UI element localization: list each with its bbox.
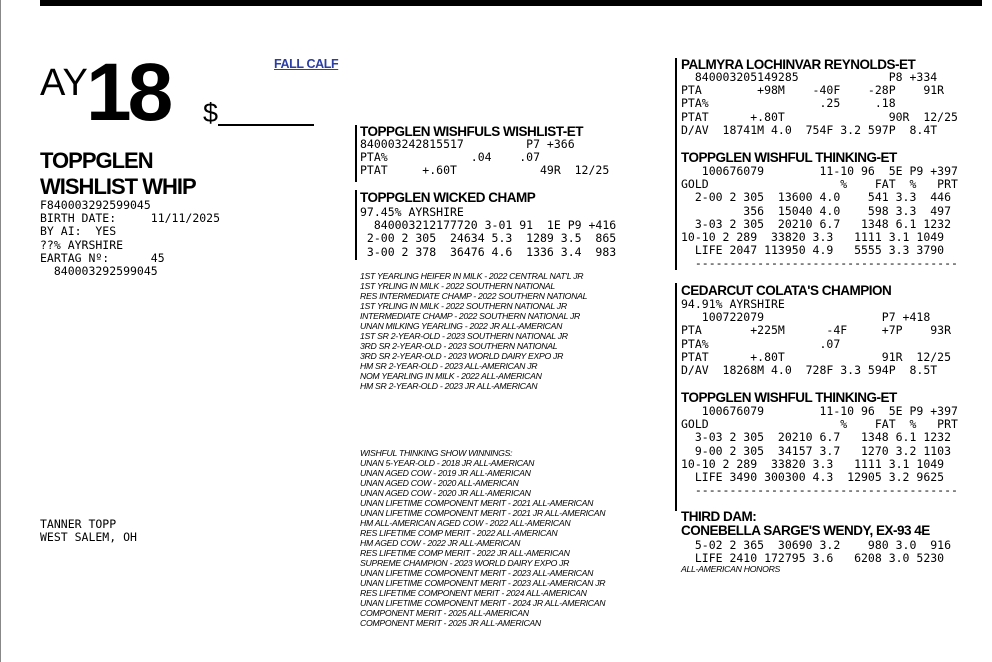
honor-line: COMPONENT MERIT - 2025 ALL-AMERICAN [360,608,529,618]
dam-side-bracket [675,283,677,511]
wishful-honors-list [360,448,605,628]
page-border [0,0,1,662]
honor-line: UNAN LIFETIME COMPONENT MERIT - 2023 ALL-AMERICAN [360,568,594,578]
honor-line: 1ST SR 2-YEAR-OLD - 2023 SOUTHERN NATIONAL JR [360,331,568,341]
honor-line: UNAN AGED COW - 2019 JR ALL-AMERICAN [360,468,531,478]
honor-line: SUPREME CHAMPION - 2023 WORLD DAIRY EXPO JR [360,558,570,568]
honor-line: 3RD SR 2-YEAR-OLD - 2023 WORLD DAIRY EXPO JR [360,351,564,361]
dam-of-dam-name: TOPPGLEN WISHFUL THINKING-ET [681,390,897,405]
price-symbol: $ [203,98,219,128]
owner-info: TANNER TOPP WEST SALEM, OH [40,517,137,545]
honor-line: NOM YEARLING IN MILK - 2022 ALL-AMERICAN [360,371,542,381]
honor-line: 1ST YRLING IN MILK - 2022 SOUTHERN NATIONAL JR [360,301,567,311]
honor-line: INTERMEDIATE CHAMP - 2022 SOUTHERN NATIONAL JR [360,311,580,321]
honor-line: UNAN MILKING YEARLING - 2022 JR ALL-AMERICAN [360,321,563,331]
honor-line: RES INTERMEDIATE CHAMP - 2022 SOUTHERN NATIONAL [360,291,588,301]
sire-name: TOPPGLEN WISHFULS WISHLIST-ET [360,124,584,139]
third-dam-info: 5-02 2 365 30690 3.2 980 3.0 916 LIFE 2410 172795 3.6 6208 3.0 5230 [694,538,952,566]
honor-line: UNAN AGED COW - 2020 ALL-AMERICAN [360,478,519,488]
honor-line: 1ST YRLING IN MILK - 2022 SOUTHERN NATIONAL [360,281,555,291]
dam-name: TOPPGLEN WICKED CHAMP [360,190,536,205]
dam-of-sire-info: 100676079 11-10 96 5E P9 +397 GOLD % FAT % PRT 2-00 2 305 13600 4.0 541 3.3 446 356 15040 4.0 598 3.3 497 3-03 2 305 20210 6.7 1348 6.1 1232 10-10 2 289 33820 3.3 1111 3.1 1049 LIFE 2047 113950 4.9 5555 3.3 3790 -------------------------------------- [681,164,958,271]
honor-line: 3RD SR 2-YEAR-OLD - 2023 SOUTHERN NATIONAL [360,341,558,351]
honor-line: UNAN LIFETIME COMPONENT MERIT - 2024 JR ALL-AMERICAN [360,598,606,608]
sire-of-sire-info: 840003205149285 P8 +334 PTA +98M -40F -28P 91R PTA% .25 .18 PTAT +.80T 90R 12/25 D/AV 18741M 4.0 754F 3.2 597P 8.4T [681,70,958,137]
dam-bracket [355,190,357,260]
sire-info: 840003242815517 P7 +366 PTA% .04 .07 PTAT +.60T 49R 12/25 [360,137,610,178]
honor-line: HM SR 2-YEAR-OLD - 2023 JR ALL-AMERICAN [360,381,538,391]
honor-line: RES LIFETIME COMP MERIT - 2022 ALL-AMERICAN [360,528,558,538]
honor-line: 1ST YEARLING HEIFER IN MILK - 2022 CENTRAL NAT'L JR [360,271,584,281]
honor-line: WISHFUL THINKING SHOW WINNINGS: [360,448,513,458]
honor-line: UNAN LIFETIME COMPONENT MERIT - 2021 ALL-AMERICAN [360,498,594,508]
lot-number: 18 [86,47,170,138]
honor-line: HM AGED COW - 2022 JR ALL-AMERICAN [360,538,521,548]
third-dam-label: THIRD DAM: [681,509,757,524]
sire-side-bracket [675,58,677,270]
sire-of-dam-info: 94.91% AYRSHIRE 100722079 P7 +418 PTA +225M -4F +7P 93R PTA% .07 PTAT +.80T 91R 12/25 D/AV 18268M 4.0 728F 3.3 594P 8.5T [681,297,952,378]
honor-line: RES LIFETIME COMP MERIT - 2022 JR ALL-AMERICAN [360,548,570,558]
third-dam-name: CONEBELLA SARGE'S WENDY, EX-93 4E [681,523,930,538]
sire-of-sire-name: PALMYRA LOCHINVAR REYNOLDS-ET [681,57,916,72]
breed-code: AY [40,62,88,104]
animal-name-line1: TOPPGLEN [40,148,153,173]
fall-calf-link[interactable]: FALL CALF [274,57,339,71]
top-rule [40,0,982,6]
honor-line: RES LIFETIME COMPONENT MERIT - 2024 ALL-AMERICAN [360,588,587,598]
honor-line: HM SR 2-YEAR-OLD - 2023 ALL-AMERICAN JR [360,361,538,371]
honor-line: UNAN AGED COW - 2020 JR ALL-AMERICAN [360,488,531,498]
animal-name [40,148,196,200]
third-dam-honors: ALL-AMERICAN HONORS [681,564,781,574]
dam-of-dam-info: 100676079 11-10 96 5E P9 +397 GOLD % FAT % PRT 3-03 2 305 20210 6.7 1348 6.1 1232 9-00 2 305 34157 3.7 1270 3.2 1103 10-10 2 289 33820 3.3 1111 3.1 1049 LIFE 3490 300300 4.3 12905 3.2 9625 -------------------------------------- [681,404,958,498]
honor-line: HM ALL-AMERICAN AGED COW - 2022 ALL-AMERICAN [360,518,571,528]
sire-bracket [355,125,357,182]
dam-of-sire-name: TOPPGLEN WISHFUL THINKING-ET [681,150,897,165]
honor-line: UNAN LIFETIME COMPONENT MERIT - 2023 ALL-AMERICAN JR [360,578,606,588]
honor-line: COMPONENT MERIT - 2025 JR ALL-AMERICAN [360,618,541,628]
dam-honors-list [360,271,587,391]
honor-line: UNAN LIFETIME COMPONENT MERIT - 2021 JR ALL-AMERICAN [360,508,606,518]
sire-of-dam-name: CEDARCUT COLATA'S CHAMPION [681,283,892,298]
animal-info: F840003292599045 BIRTH DATE: 11/11/2025 BY AI: YES ??% AYRSHIRE EARTAG Nº: 45 840003292599045 [40,198,221,279]
honor-line: UNAN 5-YEAR-OLD - 2018 JR ALL-AMERICAN [360,458,535,468]
dam-info: 97.45% AYRSHIRE 840003212177720 3-01 91 1E P9 +416 2-00 2 305 24634 5.3 1289 3.5 865 3-00 2 378 36476 4.6 1336 3.4 983 [360,205,617,259]
price-blank-line [218,124,314,126]
animal-name-line2: WISHLIST WHIP [40,174,196,199]
